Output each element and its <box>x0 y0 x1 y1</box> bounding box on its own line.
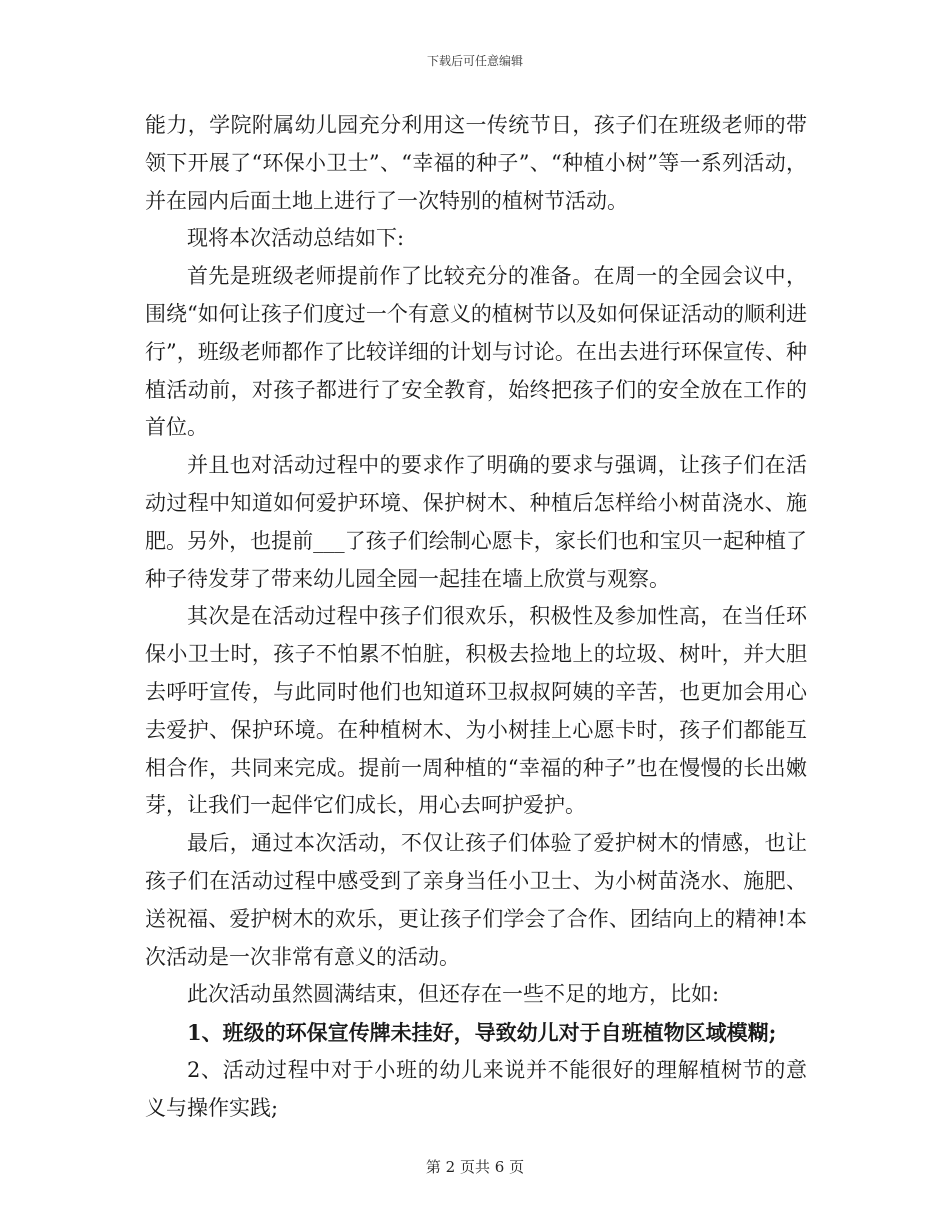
paragraph-intro-continued: 能力，学院附属幼儿园充分利用这一传统节日，孩子们在班级老师的带领下开展了“环保小卫士”、“幸福的种子”、“种植小树”等一系列活动，并在园内后面土地上进行了一次特别的植树节活动。 <box>145 113 807 213</box>
paragraph-requirements: 并且也对活动过程中的要求作了明确的要求与强调，让孩子们在活动过程中知道如何爱护环境、保护树木、种植后怎样给小树苗浇水、施肥。另外，也提前___了孩子们绘制心愿卡，家长们也和宝贝一起种植了种子待发芽了带来幼儿园全园一起挂在墙上欣赏与观察。 <box>145 453 807 591</box>
paragraph-preparation: 首先是班级老师提前作了比较充分的准备。在周一的全园会议中，围绕“如何让孩子们度过一个有意义的植树节以及如何保证活动的顺利进行”，班级老师都作了比较详细的计划与讨论。在出去进行环保宣传、种植活动前，对孩子都进行了安全教育，始终把孩子们的安全放在工作的首位。 <box>145 264 807 440</box>
list-item-shortcoming-2: 2、活动过程中对于小班的幼儿来说并不能很好的理解植树节的意义与操作实践; <box>145 1057 807 1120</box>
document-body <box>145 107 807 1128</box>
list-item-shortcoming-1: 1、班级的环保宣传牌未挂好，导致幼儿对于自班植物区域模糊; <box>187 1020 777 1046</box>
page-header: 下载后可任意编辑 <box>426 54 523 68</box>
paragraph-conclusion: 最后，通过本次活动，不仅让孩子们体验了爱护树木的情感，也让孩子们在活动过程中感受到了亲身当任小卫士、为小树苗浇水、施肥、送祝福、爱护树木的欢乐，更让孩子们学会了合作、团结向上的精神!本次活动是一次非常有意义的活动。 <box>145 831 807 969</box>
paragraph-summary-lead: 现将本次活动总结如下: <box>187 226 405 251</box>
paragraph-activity-process: 其次是在活动过程中孩子们很欢乐，积极性及参加性高，在当任环保小卫士时，孩子不怕累不怕脏，积极去捡地上的垃圾、树叶，并大胆去呼吁宣传，与此同时他们也知道环卫叔叔阿姨的辛苦，也更加会用心去爱护、保护环境。在种植树木、为小树挂上心愿卡时，孩子们都能互相合作，共同来完成。提前一周种植的“幸福的种子”也在慢慢的长出嫩芽，让我们一起伴它们成长，用心去呵护爱护。 <box>145 604 807 818</box>
paragraph-shortcomings-lead: 此次活动虽然圆满结束，但还存在一些不足的地方，比如: <box>187 982 720 1007</box>
page-footer: 第 2 页共 6 页 <box>425 1158 525 1176</box>
